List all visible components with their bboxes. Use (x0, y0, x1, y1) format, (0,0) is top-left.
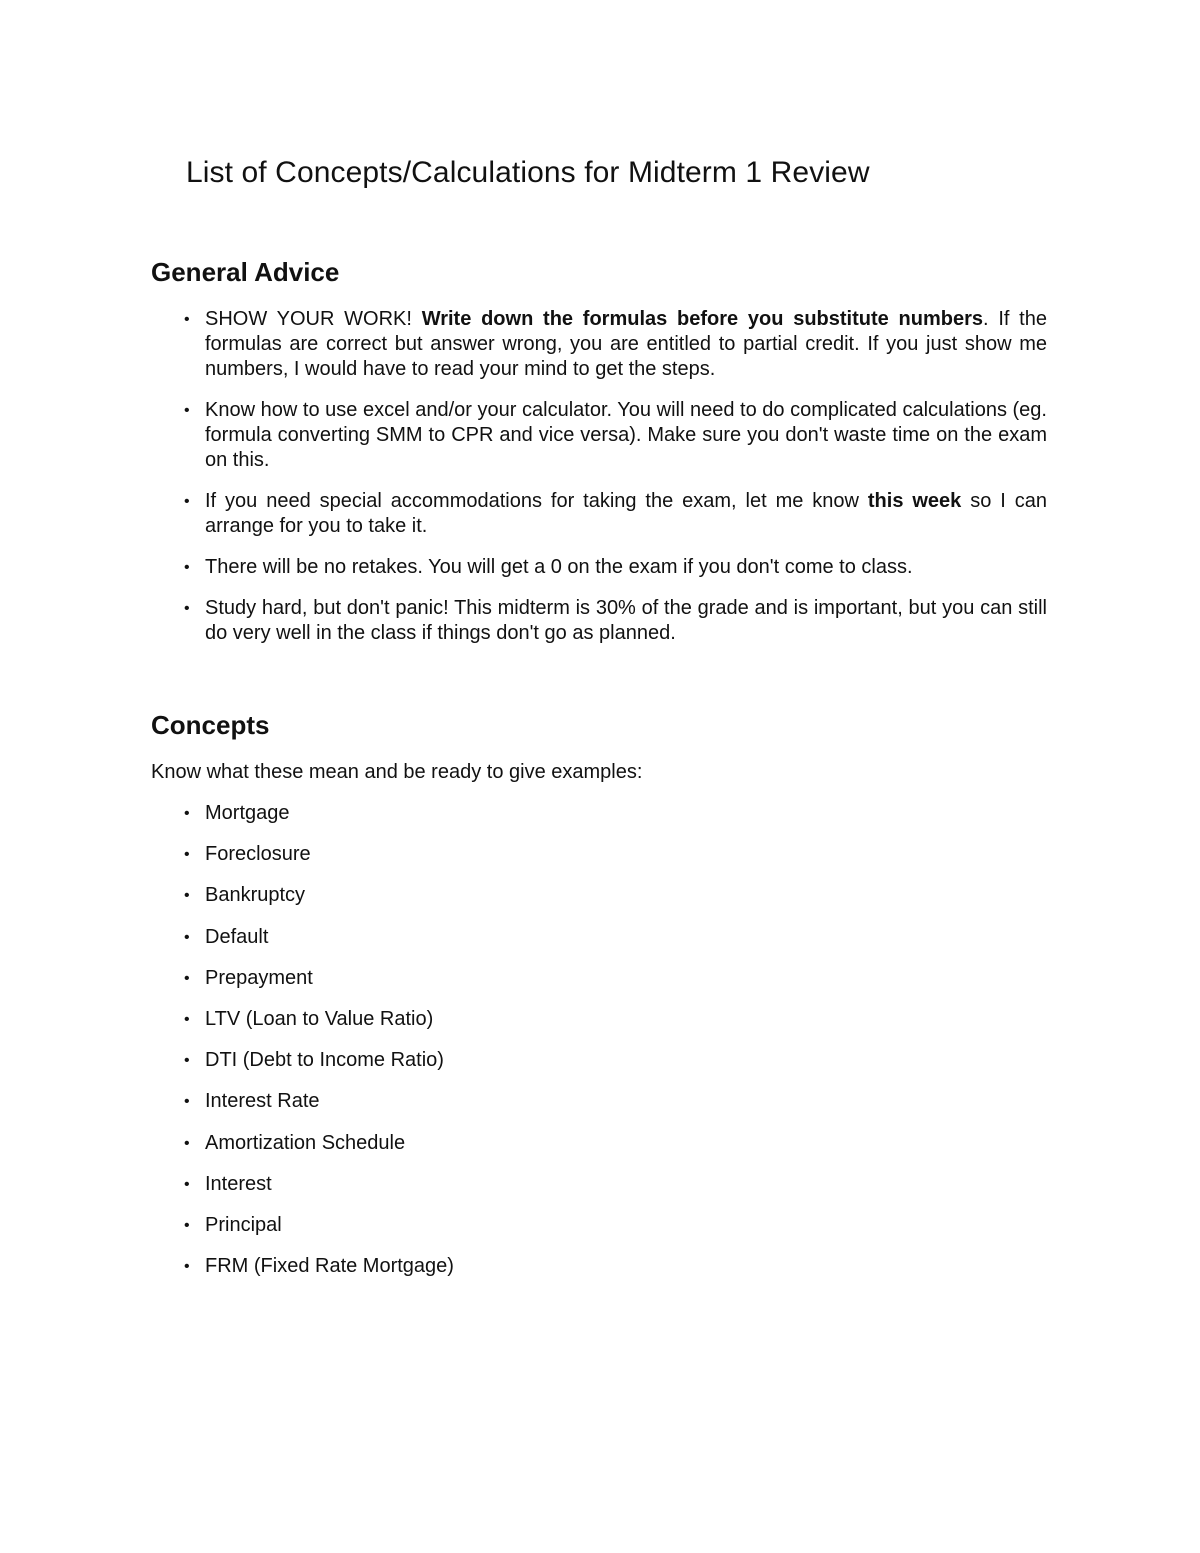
bullet-icon: • (184, 1175, 190, 1193)
advice-text: Study hard, but don't panic! This midterm is 30% of the grade and is important, but you can still do very well in the class if things don't go as planned. (205, 597, 1047, 644)
concept-label: LTV (Loan to Value Ratio) (205, 1007, 434, 1030)
concept-label: FRM (Fixed Rate Mortgage) (205, 1255, 454, 1278)
advice-item (0, 398, 1047, 473)
bullet-icon: • (184, 1258, 190, 1276)
bullet-icon: • (184, 846, 190, 864)
concept-item (0, 1007, 800, 1048)
concept-item (0, 966, 800, 1007)
bullet-icon: • (184, 402, 190, 419)
advice-text: Know how to use excel and/or your calculator. You will need to do complicated calculations (eg. formula converting SMM to CPR and vice versa). Make sure you don't waste time on the exam on this. (205, 399, 1047, 471)
concept-label: Principal (205, 1213, 282, 1236)
advice-item (0, 555, 1047, 580)
concept-item (0, 801, 800, 842)
concepts-intro: Know what these mean and be ready to give examples: (151, 761, 643, 783)
general-advice-heading: General Advice (151, 257, 340, 287)
bullet-icon: • (184, 1216, 190, 1234)
concept-item (0, 1089, 800, 1130)
advice-text-part: so I can arrange for you to take it. (205, 490, 1047, 537)
bullet-icon: • (184, 493, 190, 510)
advice-item (0, 489, 1047, 539)
concept-item (0, 1048, 800, 1089)
advice-text-part: . If the formulas are correct but answer wrong, you are entitled to partial credit. If you just show me numbers, I would have to read your mind to get the steps. (205, 308, 1047, 380)
concept-item (0, 925, 800, 966)
bullet-icon: • (184, 887, 190, 905)
bullet-icon: • (184, 805, 190, 822)
concept-label: Amortization Schedule (205, 1131, 406, 1154)
concept-item (0, 1213, 800, 1254)
general-advice-list (0, 307, 1047, 662)
bullet-icon: • (184, 1134, 190, 1152)
document-title: List of Concepts/Calculations for Midterm 1 Review (186, 156, 870, 189)
bullet-icon: • (184, 1093, 190, 1111)
advice-text-part: If you need special accommodations for taking the exam, let me know (205, 490, 868, 512)
advice-item (0, 307, 1047, 382)
concept-label: DTI (Debt to Income Ratio) (205, 1049, 444, 1072)
concept-item (0, 883, 800, 924)
advice-text (205, 307, 1047, 382)
advice-text-part: SHOW YOUR WORK! (205, 308, 422, 330)
concepts-list (0, 801, 800, 1295)
concept-label: Prepayment (205, 966, 313, 989)
concept-item (0, 1131, 800, 1172)
advice-emphasis: Write down the formulas before you substitute numbers (421, 308, 983, 330)
bullet-icon: • (184, 1010, 190, 1028)
concept-item (0, 1172, 800, 1213)
concept-item (0, 842, 800, 883)
concept-label: Interest Rate (205, 1090, 320, 1113)
advice-emphasis: this week (867, 490, 962, 512)
bullet-icon: • (184, 1052, 190, 1070)
advice-item (0, 596, 1047, 646)
concept-label: Interest (205, 1172, 272, 1195)
concept-label: Bankruptcy (205, 884, 306, 907)
concept-label: Foreclosure (205, 843, 311, 866)
concept-label: Default (205, 925, 269, 948)
bullet-icon: • (184, 559, 190, 576)
concept-label: Mortgage (205, 802, 290, 824)
bullet-icon: • (184, 600, 190, 617)
bullet-icon: • (184, 928, 190, 946)
concept-item (0, 1254, 800, 1295)
bullet-icon: • (184, 311, 190, 328)
bullet-icon: • (184, 969, 190, 987)
concepts-heading: Concepts (151, 710, 270, 740)
advice-text (205, 489, 1047, 539)
advice-text: There will be no retakes. You will get a 0 on the exam if you don't come to class. (205, 556, 913, 578)
